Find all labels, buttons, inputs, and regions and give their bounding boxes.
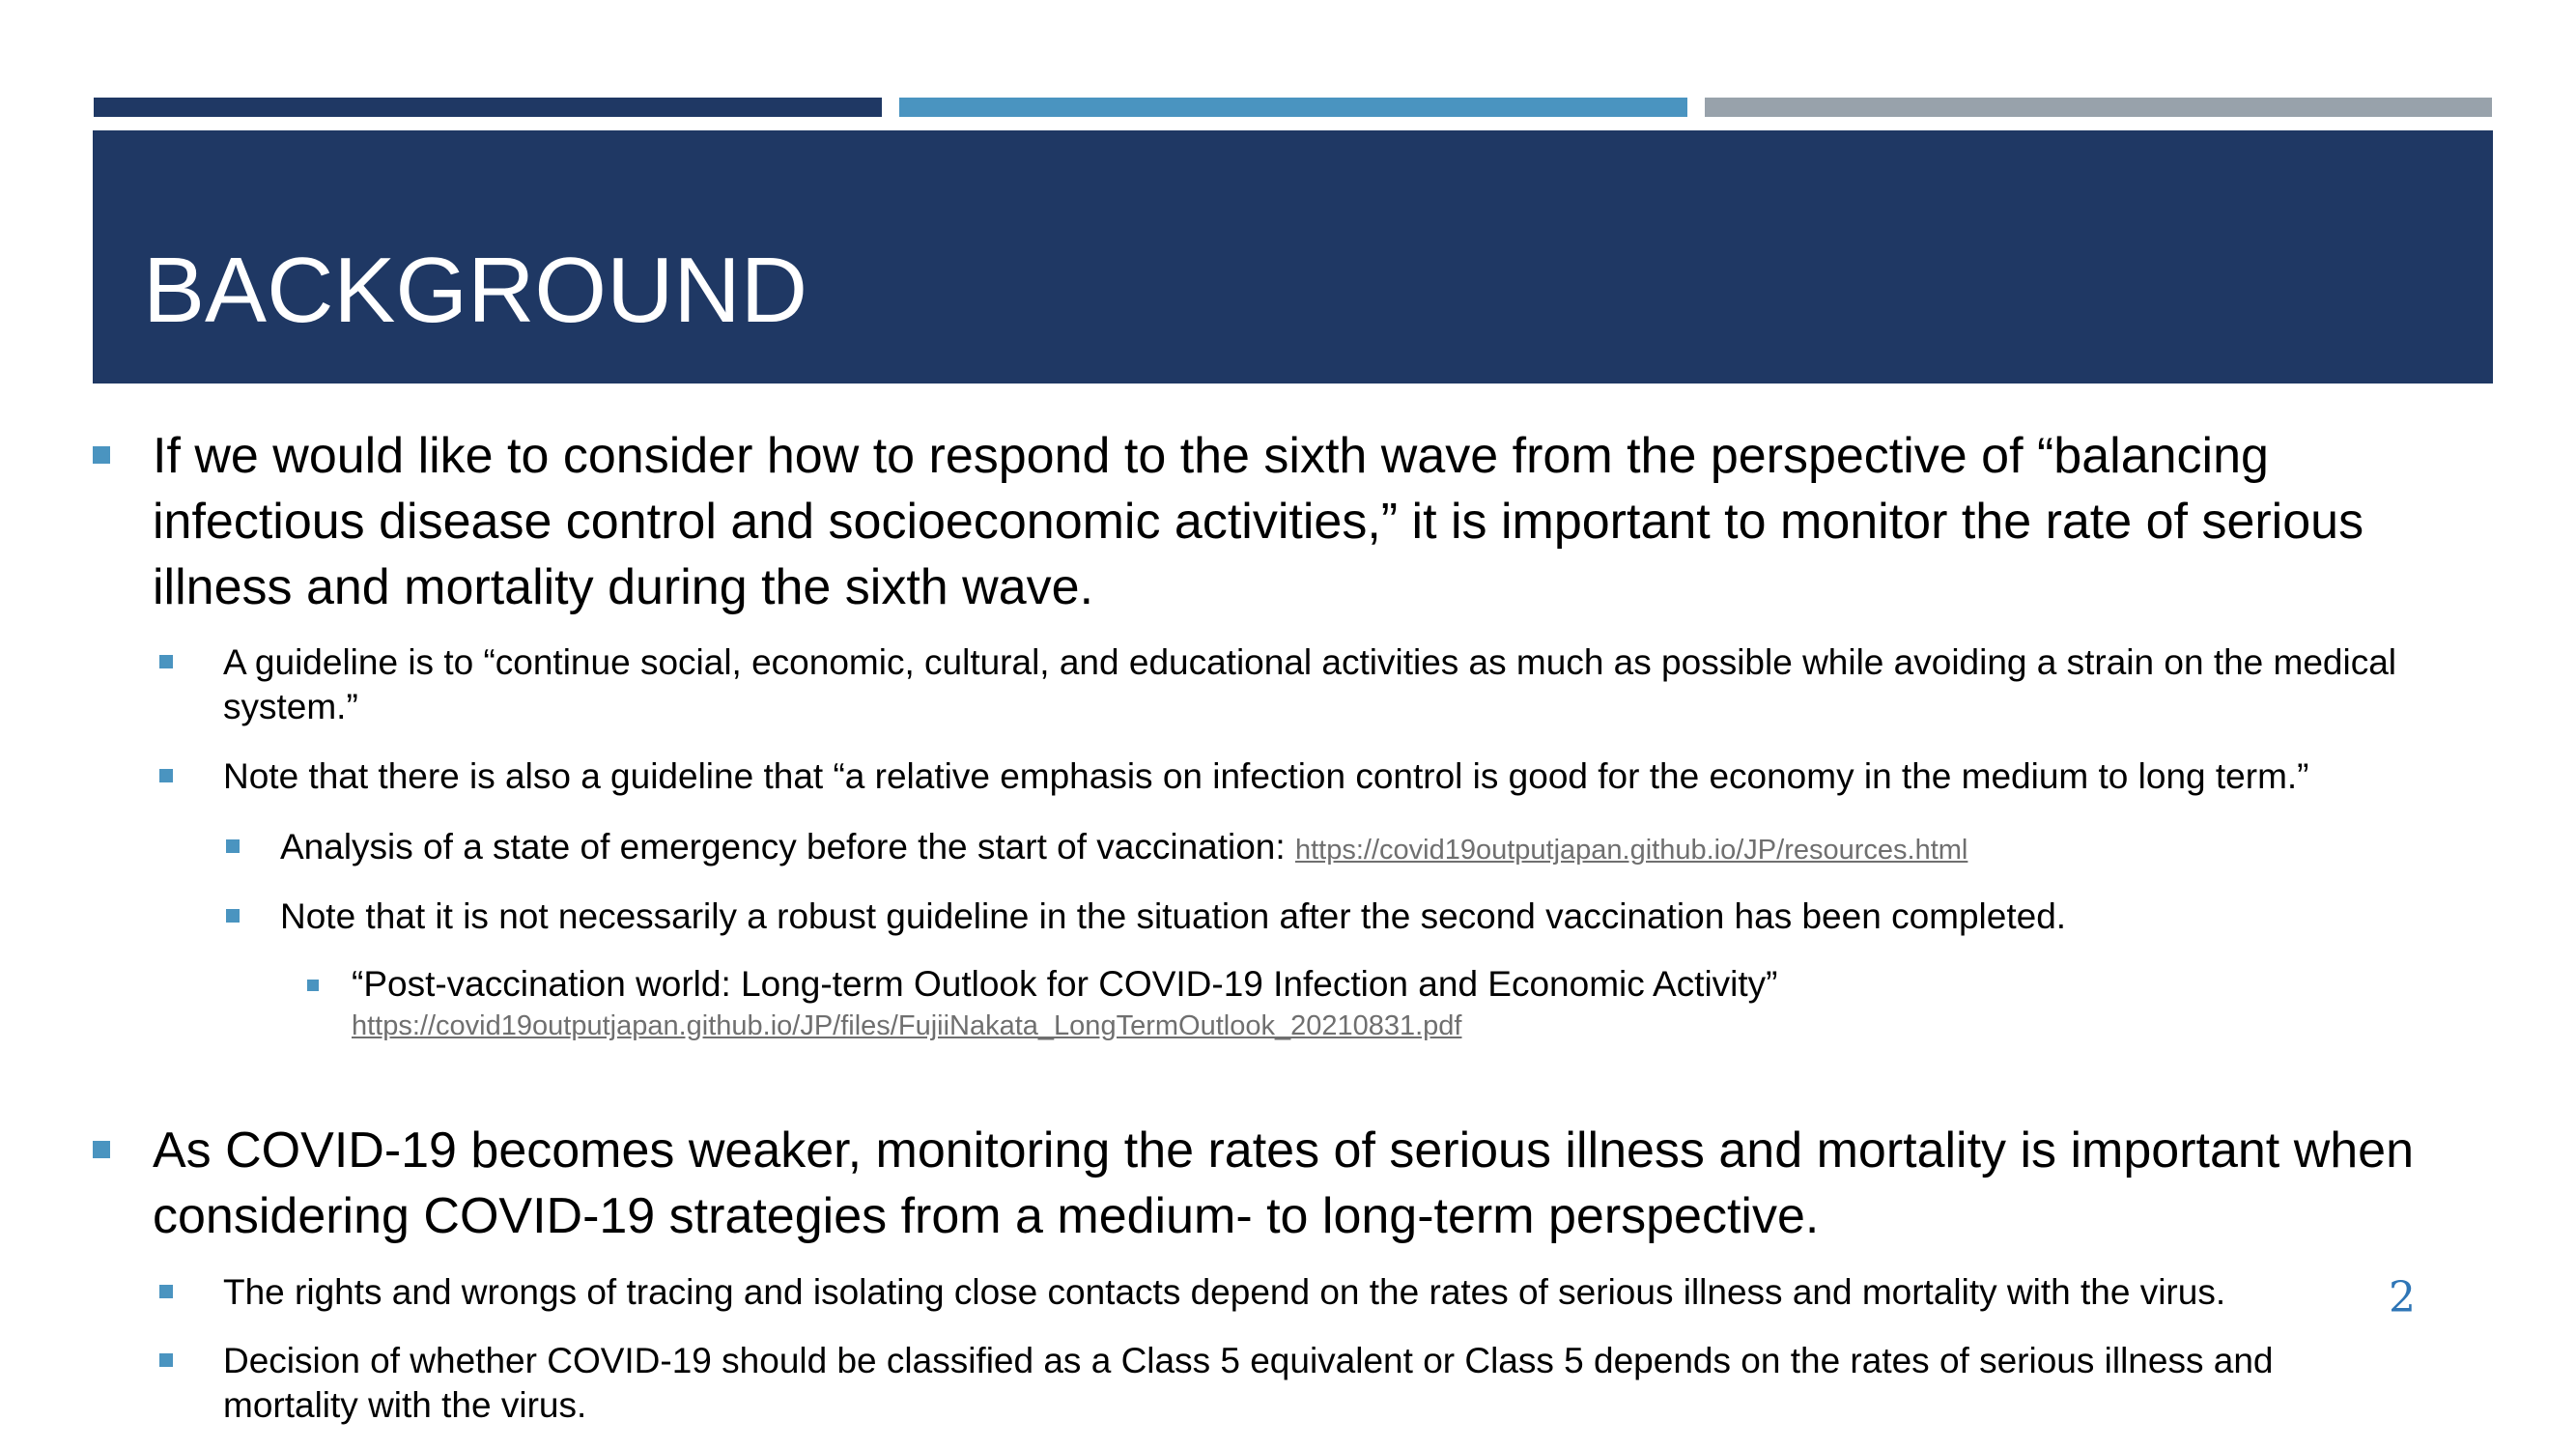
bullet-text: If we would like to consider how to respond to the sixth wave from the perspective of “balancing infectious disease control and socioeconomic activities,” it is important to monitor the rate of serious illness and mortality during the sixth wave.	[153, 428, 2364, 615]
bullet-text: Note that there is also a guideline that “a relative emphasis on infection control is good for the economy in the medium to long term.”	[223, 756, 2309, 796]
square-bullet-icon	[159, 1353, 173, 1367]
square-bullet-icon	[307, 980, 319, 991]
bullet-text: The rights and wrongs of tracing and isolating close contacts depend on the rates of serious illness and mortality with the virus.	[223, 1272, 2226, 1312]
bullet-level2-guideline	[223, 640, 2416, 729]
bullet-level3-not-robust	[280, 895, 2453, 939]
square-bullet-icon	[226, 839, 240, 853]
bullet-level2-infection-control	[223, 754, 2474, 799]
bullet-text: “Post-vaccination world: Long-term Outlook for COVID-19 Infection and Economic Activity”	[352, 964, 1778, 1004]
bullet-text: Analysis of a state of emergency before the start of vaccination:	[280, 827, 1295, 867]
bullet-text: Decision of whether COVID-19 should be classified as a Class 5 equivalent or Class 5 depends on the rates of serious illness and mortality with the virus.	[223, 1341, 2274, 1425]
slide-title: BACKGROUND	[143, 239, 808, 342]
resources-link[interactable]: https://covid19outputjapan.github.io/JP/resources.html	[1294, 835, 1968, 866]
bullet-level1-covid-weaker	[153, 1118, 2461, 1249]
bullet-text: As COVID-19 becomes weaker, monitoring the rates of serious illness and mortality is important when considering COVID-19 strategies from a medium- to long-term perspective.	[153, 1122, 2415, 1244]
bullet-text: A guideline is to “continue social, economic, cultural, and educational activities as much as possible while avoiding a strain on the medical system.”	[223, 642, 2397, 726]
page-number: 2	[2389, 1273, 2416, 1322]
square-bullet-icon	[159, 655, 173, 668]
square-bullet-icon	[226, 909, 240, 923]
square-bullet-icon	[159, 769, 173, 782]
square-bullet-icon	[93, 1141, 110, 1158]
long-term-outlook-link[interactable]: https://covid19outputjapan.github.io/JP/files/FujiiNakata_LongTermOutlook_20210831.pdf	[352, 1010, 1462, 1041]
bullet-level3-state-of-emergency	[280, 825, 2453, 872]
bullet-level2-tracing	[223, 1270, 2377, 1315]
bullet-level2-class5	[223, 1339, 2416, 1428]
bullet-level4-post-vaccination	[352, 965, 2428, 1045]
bullet-text: Note that it is not necessarily a robust guideline in the situation after the second vaccination has been completed.	[280, 896, 2067, 936]
square-bullet-icon	[159, 1285, 173, 1298]
square-bullet-icon	[93, 446, 110, 464]
bullet-level1-sixth-wave	[153, 423, 2461, 620]
